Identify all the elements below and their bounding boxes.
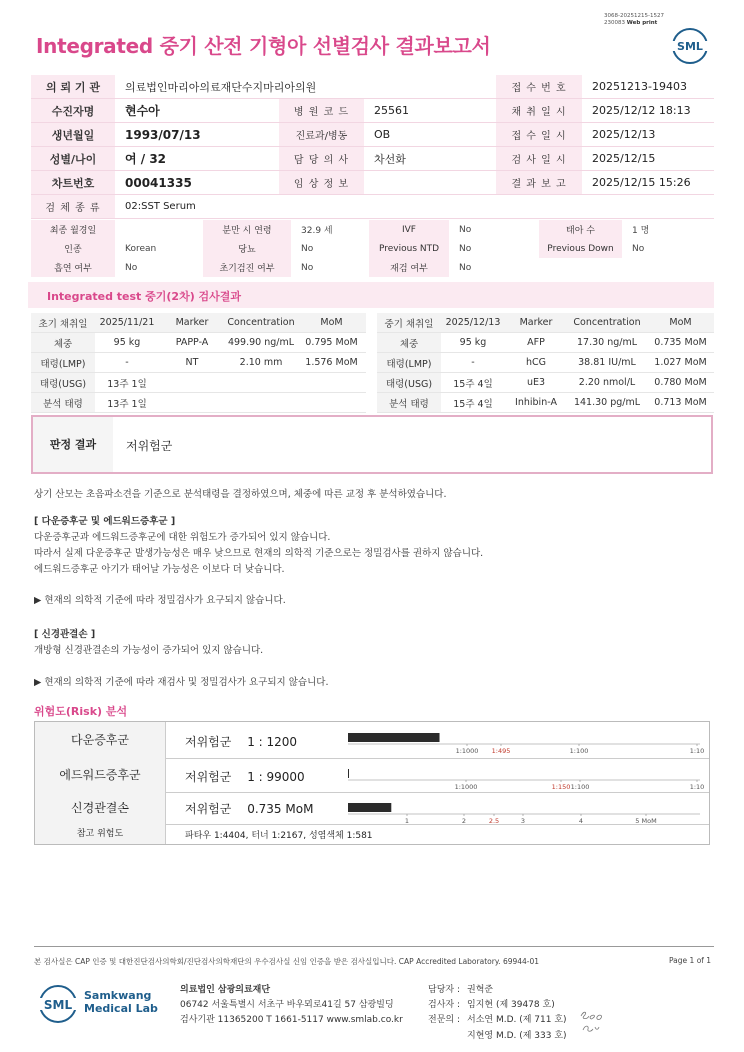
fetus-label: 태아 수	[539, 220, 622, 239]
second-weight-value: 95 kg	[441, 333, 505, 353]
prev-down-value: No	[632, 243, 645, 254]
down-line-2: 따라서 실제 다운증후군 발생가능성은 매우 낮으므로 현재의 의학적 기준으로는 정밀검사를 권하지 않습니다.	[34, 548, 484, 559]
marker-name: PAPP-A	[159, 333, 225, 353]
footer-cert: 본 검사실은 CAP 인증 및 대한진단검사의학회/진단검사의학재단의 우수검사실 신임 인증을 받은 검사실입니다. CAP Accredited Laboratory. 69944-01	[34, 957, 540, 966]
risk-tick-label: 5 MoM	[635, 817, 657, 824]
staff-label: 담당자 :	[428, 985, 460, 995]
hospital-code-label: 병 원 코 드	[279, 99, 364, 123]
second-usg-ga-value: 15주 4일	[441, 373, 505, 393]
risk-row-name: 다운증후군	[35, 722, 166, 758]
smoke-value: No	[125, 262, 138, 273]
first-marker-header: Marker	[159, 313, 225, 333]
chart-label: 차트번호	[31, 171, 115, 195]
clinical-info-table	[31, 220, 714, 277]
marker-name: AFP	[505, 333, 567, 353]
second-lmp-ga-value: -	[441, 353, 505, 373]
risk-ref-value: 파타우 1:4404, 터너 1:2167, 성염색체 1:581	[185, 831, 373, 841]
risk-row-name: 신경관결손	[35, 792, 166, 824]
doctor-value: 차선화	[364, 147, 496, 171]
marker-conc: 2.10 mm	[225, 353, 297, 373]
sml-logo-icon	[670, 26, 710, 66]
first-usg-ga-label: 태령(USG)	[31, 373, 95, 393]
down-title: [ 다운증후군 및 에드워드증후군 ]	[34, 516, 176, 527]
second-lmp-ga-label: 태령(LMP)	[377, 353, 441, 373]
fetus-value: 1 명	[632, 226, 650, 236]
marker-conc: 2.20 nmol/L	[567, 373, 647, 393]
judgement-value: 저위험군	[126, 439, 173, 453]
diabetes-value: No	[301, 243, 314, 254]
footer-logo	[38, 982, 158, 1028]
report-date-value: 2025/12/15 15:26	[582, 171, 714, 195]
receipt-no-label: 접 수 번 호	[496, 75, 582, 99]
smoke-label: 흡연 여부	[31, 258, 115, 277]
clinical-value	[364, 171, 496, 195]
second-trimester-table	[377, 313, 714, 413]
receipt-date-value: 2025/12/13	[582, 123, 714, 147]
first-lmp-ga-label: 태령(LMP)	[31, 353, 95, 373]
first-weight-label: 체중	[31, 333, 95, 353]
tester-value: 임지현 (제 39478 호)	[467, 1000, 555, 1010]
prev-down-label: Previous Down	[539, 239, 622, 258]
risk-gauges	[35, 722, 709, 824]
risk-bar	[348, 769, 349, 778]
race-label: 인종	[31, 239, 115, 258]
dept-label: 진료과/병동	[279, 123, 364, 147]
marker-conc: 38.81 IU/mL	[567, 353, 647, 373]
report-title: Integrated 중기 산전 기형아 선별검사 결과보고서	[36, 34, 491, 58]
institution-label: 의 뢰 기 관	[31, 75, 115, 99]
lmp-value	[115, 220, 203, 239]
dept-value: OB	[364, 123, 496, 147]
second-analysis-ga-label: 분석 태령	[377, 393, 441, 413]
doctor-label: 담 당 의 사	[279, 147, 364, 171]
institution-value: 의료법인마리아의료재단수지마리아의원	[115, 75, 496, 99]
chart-value: 00041335	[115, 171, 279, 195]
ntd-line-1: 개방형 신경관결손의 가능성이 증가되어 있지 않습니다.	[34, 645, 264, 656]
risk-row-value: 0.735 MoM	[247, 802, 314, 816]
clinical-label: 임 상 정 보	[279, 171, 364, 195]
patient-info-table	[31, 75, 714, 219]
marker-conc: 141.30 pg/mL	[567, 393, 647, 413]
second-conc-header: Concentration	[567, 313, 647, 333]
risk-tick-label: 1:100	[569, 747, 589, 755]
specimen-value: 02:SST Serum	[115, 195, 714, 219]
ntd-note: ▶ 현재의 의학적 기준에 따라 재검사 및 정밀검사가 요구되지 않습니다.	[34, 677, 329, 688]
retest-label: 재검 여부	[369, 258, 449, 277]
first-weight-value: 95 kg	[95, 333, 159, 353]
risk-tick-label: 3	[520, 817, 526, 824]
first-trimester-table	[31, 313, 366, 413]
footer-divider	[34, 946, 714, 947]
collect-date-label: 채 취 일 시	[496, 99, 582, 123]
marker-mom: 0.795 MoM	[297, 333, 366, 353]
first-collect-label: 초기 채취일	[31, 313, 95, 333]
risk-cutoff-label: 1:150	[551, 783, 571, 791]
hospital-code-value: 25561	[364, 99, 496, 123]
judgement-label: 판정 결과	[33, 417, 113, 472]
staff-value: 권혁준	[467, 985, 494, 995]
first-exam-value: No	[301, 262, 314, 273]
specialist-label: 전문의 :	[428, 1015, 460, 1025]
comment-intro: 상기 산모는 초음파소견을 기준으로 분석태령을 결정하였으며, 체중에 따른 교정 후 분석하였습니다.	[34, 489, 447, 500]
risk-row-group: 저위험군	[185, 735, 232, 749]
risk-tick-label: 1:1000	[454, 783, 478, 791]
second-weight-label: 체중	[377, 333, 441, 353]
lmp-label: 최종 월경일	[31, 220, 115, 239]
risk-row-group: 저위험군	[185, 802, 232, 816]
risk-row-reference	[35, 824, 709, 844]
second-collect-value: 2025/12/13	[441, 313, 505, 333]
first-usg-ga-value: 13주 1일	[95, 373, 159, 393]
footer-contact: 검사기관 11365200 T 1661-5117 www.smlab.co.kr	[180, 1015, 403, 1025]
report-ref-number: 3068-20251215-1527 230083 Web print	[604, 13, 664, 26]
first-exam-label: 초기검진 여부	[203, 258, 291, 277]
risk-tick-label: 1:100	[570, 783, 590, 791]
patient-label: 수진자명	[31, 99, 115, 123]
down-line-3: 에드워드증후군 아기가 태어날 가능성은 이보다 더 낮습니다.	[34, 564, 285, 575]
first-conc-header: Concentration	[225, 313, 297, 333]
marker-name: NT	[159, 353, 225, 373]
collect-date-value: 2025/12/12 18:13	[582, 99, 714, 123]
marker-name: hCG	[505, 353, 567, 373]
section-header	[28, 282, 714, 308]
risk-cutoff-label: 2.5	[488, 817, 500, 824]
ivf-label: IVF	[369, 220, 449, 239]
risk-tick-label: 1:10	[689, 747, 705, 755]
birth-value: 1993/07/13	[115, 123, 279, 147]
specialist-2: 지현영 M.D. (제 333 호)	[467, 1031, 567, 1041]
second-mom-header: MoM	[647, 313, 714, 333]
second-marker-header: Marker	[505, 313, 567, 333]
diabetes-label: 당뇨	[203, 239, 291, 258]
judgement-box	[31, 415, 713, 474]
first-analysis-ga-label: 분석 태령	[31, 393, 95, 413]
risk-row-name: 에드워드증후군	[35, 758, 166, 792]
risk-table	[34, 721, 710, 845]
prev-ntd-label: Previous NTD	[369, 239, 449, 258]
sml-logo-text: SML	[43, 998, 73, 1012]
sex-age-value: 여 / 32	[115, 147, 279, 171]
risk-row-value: 1 : 99000	[247, 770, 305, 784]
receipt-no-value: 20251213-19403	[582, 75, 714, 99]
marker-mom: 0.713 MoM	[647, 393, 714, 413]
receipt-date-label: 접 수 일 시	[496, 123, 582, 147]
ntd-title: [ 신경관결손 ]	[34, 629, 96, 640]
patient-value: 현수아	[115, 99, 279, 123]
second-usg-ga-label: 태령(USG)	[377, 373, 441, 393]
risk-row-group: 저위험군	[185, 770, 232, 784]
prev-ntd-value: No	[459, 243, 472, 254]
first-collect-value: 2025/11/21	[95, 313, 159, 333]
risk-ref-label: 참고 위험도	[35, 824, 166, 844]
edd-age-label: 분만 시 연령	[203, 220, 291, 239]
ivf-value: No	[459, 224, 472, 235]
marker-mom: 0.780 MoM	[647, 373, 714, 393]
first-mom-header: MoM	[297, 313, 366, 333]
marker-conc: 499.90 ng/mL	[225, 333, 297, 353]
tester-label: 검사자 :	[428, 1000, 460, 1010]
birth-label: 생년월일	[31, 123, 115, 147]
footer-org: 의료법인 삼광의료재단	[180, 985, 271, 995]
marker-mom: 1.027 MoM	[647, 353, 714, 373]
race-value: Korean	[125, 243, 157, 254]
risk-cutoff-label: 1:495	[491, 747, 511, 755]
marker-name: uE3	[505, 373, 567, 393]
risk-row-value: 1 : 1200	[247, 735, 298, 749]
risk-tick-label: 2	[461, 817, 467, 824]
test-date-value: 2025/12/15	[582, 147, 714, 171]
sml-logo-text: SML	[677, 40, 703, 53]
down-line-1: 다운증후군과 에드워드증후군에 대한 위험도가 증가되어 있지 않습니다.	[34, 532, 331, 543]
risk-tick-label: 1:10	[689, 783, 705, 791]
sex-age-label: 성별/나이	[31, 147, 115, 171]
signature-icon	[578, 1008, 610, 1038]
section-title: Integrated test 중기(2차) 검사결과	[47, 290, 242, 303]
risk-bar	[348, 733, 440, 742]
footer-address: 06742 서울특별시 서초구 바우뫼로41길 57 삼광빌딩	[180, 1000, 394, 1010]
second-collect-label: 중기 채취일	[377, 313, 441, 333]
marker-mom: 0.735 MoM	[647, 333, 714, 353]
second-analysis-ga-value: 15주 4일	[441, 393, 505, 413]
risk-tick-label: 1:1000	[455, 747, 479, 755]
logo-name-2: Medical Lab	[84, 1002, 158, 1015]
first-analysis-ga-value: 13주 1일	[95, 393, 159, 413]
risk-tick-label: 1	[404, 817, 410, 824]
footer-page: Page 1 of 1	[669, 956, 712, 965]
marker-name: Inhibin-A	[505, 393, 567, 413]
risk-tick-label: 4	[578, 817, 584, 824]
test-date-label: 검 사 일 시	[496, 147, 582, 171]
sml-logo-icon	[38, 984, 78, 1024]
marker-conc: 17.30 ng/mL	[567, 333, 647, 353]
specialist-1: 서소연 M.D. (제 711 호)	[467, 1015, 567, 1025]
marker-mom: 1.576 MoM	[297, 353, 366, 373]
edd-age-value: 32.9 세	[301, 226, 333, 236]
down-note: ▶ 현재의 의학적 기준에 따라 정밀검사가 요구되지 않습니다.	[34, 595, 286, 606]
retest-value: No	[459, 262, 472, 273]
logo-name-1: Samkwang	[84, 989, 152, 1002]
risk-title: 위험도(Risk) 분석	[34, 705, 128, 718]
report-date-label: 결 과 보 고	[496, 171, 582, 195]
first-lmp-ga-value: -	[95, 353, 159, 373]
specimen-label: 검 체 종 류	[31, 195, 115, 219]
risk-bar	[348, 803, 391, 812]
